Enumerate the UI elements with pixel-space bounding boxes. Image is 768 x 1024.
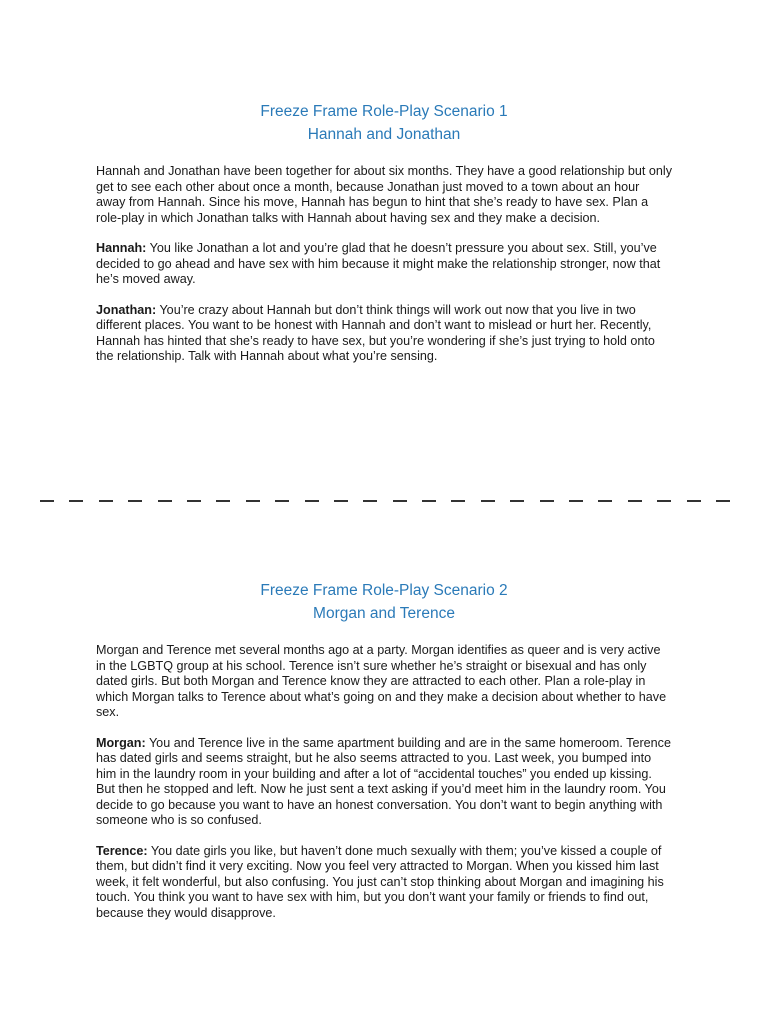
role-terence: [96, 844, 672, 922]
dash: [422, 500, 436, 502]
dash: [657, 500, 671, 502]
dash: [69, 500, 83, 502]
dash: [128, 500, 142, 502]
scenario-2-title: Freeze Frame Role-Play Scenario 2: [260, 582, 508, 599]
role-hannah-text: You like Jonathan a lot and you’re glad that he doesn’t pressure you about sex. Still, you’ve decided to go ahead and have sex with him because it might make the relationship stronger, now that he’s moved away.: [96, 241, 661, 286]
scenario-1-subtitle: Hannah and Jonathan: [307, 126, 461, 143]
dash: [393, 500, 407, 502]
dash: [540, 500, 554, 502]
scenario-2-intro: Morgan and Terence met several months ago at a party. Morgan identifies as queer and is very active in the LGBTQ group at his school. Terence isn’t sure whether he’s straight or bisexual and has only dated girls. But both Morgan and Terence know they are attracted to each other. Plan a role-play in which Morgan talks to Terence about what’s going on and they make a decision about whether to have sex.: [96, 643, 667, 719]
role-morgan-text: You and Terence live in the same apartment building and are in the same homeroom. Terence has dated girls and seems straight, but he also seems attracted to you. Last week, you bumped into him in the laundry room in your building and after a lot of “accidental touches” you ended up kissing. But then he stopped and left. Now he just sent a text asking if you’d meet him in the laundry room. You decide to go because you want to have an honest conversation. You don’t want to begin anything with someone who is so confused.: [96, 735, 671, 827]
dash: [451, 500, 465, 502]
dash: [187, 500, 201, 502]
role-morgan: [96, 736, 672, 829]
dash: [305, 500, 319, 502]
scenario-1-intro: Hannah and Jonathan have been together for about six months. They have a good relationship but only get to see each other about once a month, because Jonathan just moved to a town about an hour away from Hannah. Since his move, Hannah has begun to hint that she’s ready to have sex. Plan a role-play in which Jonathan talks with Hannah about having sex and they make a decision.: [96, 164, 672, 225]
dash: [275, 500, 289, 502]
dash: [628, 500, 642, 502]
dash: [569, 500, 583, 502]
scenario-2: [96, 579, 672, 936]
role-jonathan-name: Jonathan:: [96, 302, 157, 317]
scenario-1-heading: [96, 100, 672, 146]
role-terence-text: You date girls you like, but haven’t done much sexually with them; you’ve kissed a couple of them, but didn’t find it very exciting. Now you feel very attracted to Morgan. When you kissed him last week, it felt wonderful, but also confusing. You just can’t stop thinking about Morgan and imagining his touch. You think you want to have sex with him, but you don’t want your family or friends to find out, because they would disapprove.: [96, 843, 664, 920]
dash: [334, 500, 348, 502]
dash: [40, 500, 54, 502]
dash: [716, 500, 730, 502]
dash: [687, 500, 701, 502]
dash: [598, 500, 612, 502]
dash: [246, 500, 260, 502]
scenario-1: [96, 100, 672, 380]
dash: [216, 500, 230, 502]
role-hannah: [96, 241, 672, 288]
role-jonathan: [96, 303, 672, 365]
scenario-2-subtitle: Morgan and Terence: [313, 605, 455, 622]
scenario-1-title: Freeze Frame Role-Play Scenario 1: [260, 103, 508, 120]
role-morgan-name: Morgan:: [96, 735, 146, 750]
cut-line-divider: [40, 500, 730, 502]
dash: [99, 500, 113, 502]
role-jonathan-text: You’re crazy about Hannah but don’t think things will work out now that you live in two different places. You want to be honest with Hannah and don’t want to mislead or hurt her. Recently, Hannah has hinted that she’s ready to have sex, but you’re wondering if she’s just trying to hold onto the relationship. Talk with Hannah about what you’re sensing.: [96, 302, 655, 363]
role-hannah-name: Hannah:: [96, 241, 147, 255]
dash: [363, 500, 377, 502]
dash: [481, 500, 495, 502]
dash: [510, 500, 524, 502]
dash: [158, 500, 172, 502]
scenario-2-heading: [96, 579, 672, 625]
role-terence-name: Terence:: [96, 843, 148, 858]
